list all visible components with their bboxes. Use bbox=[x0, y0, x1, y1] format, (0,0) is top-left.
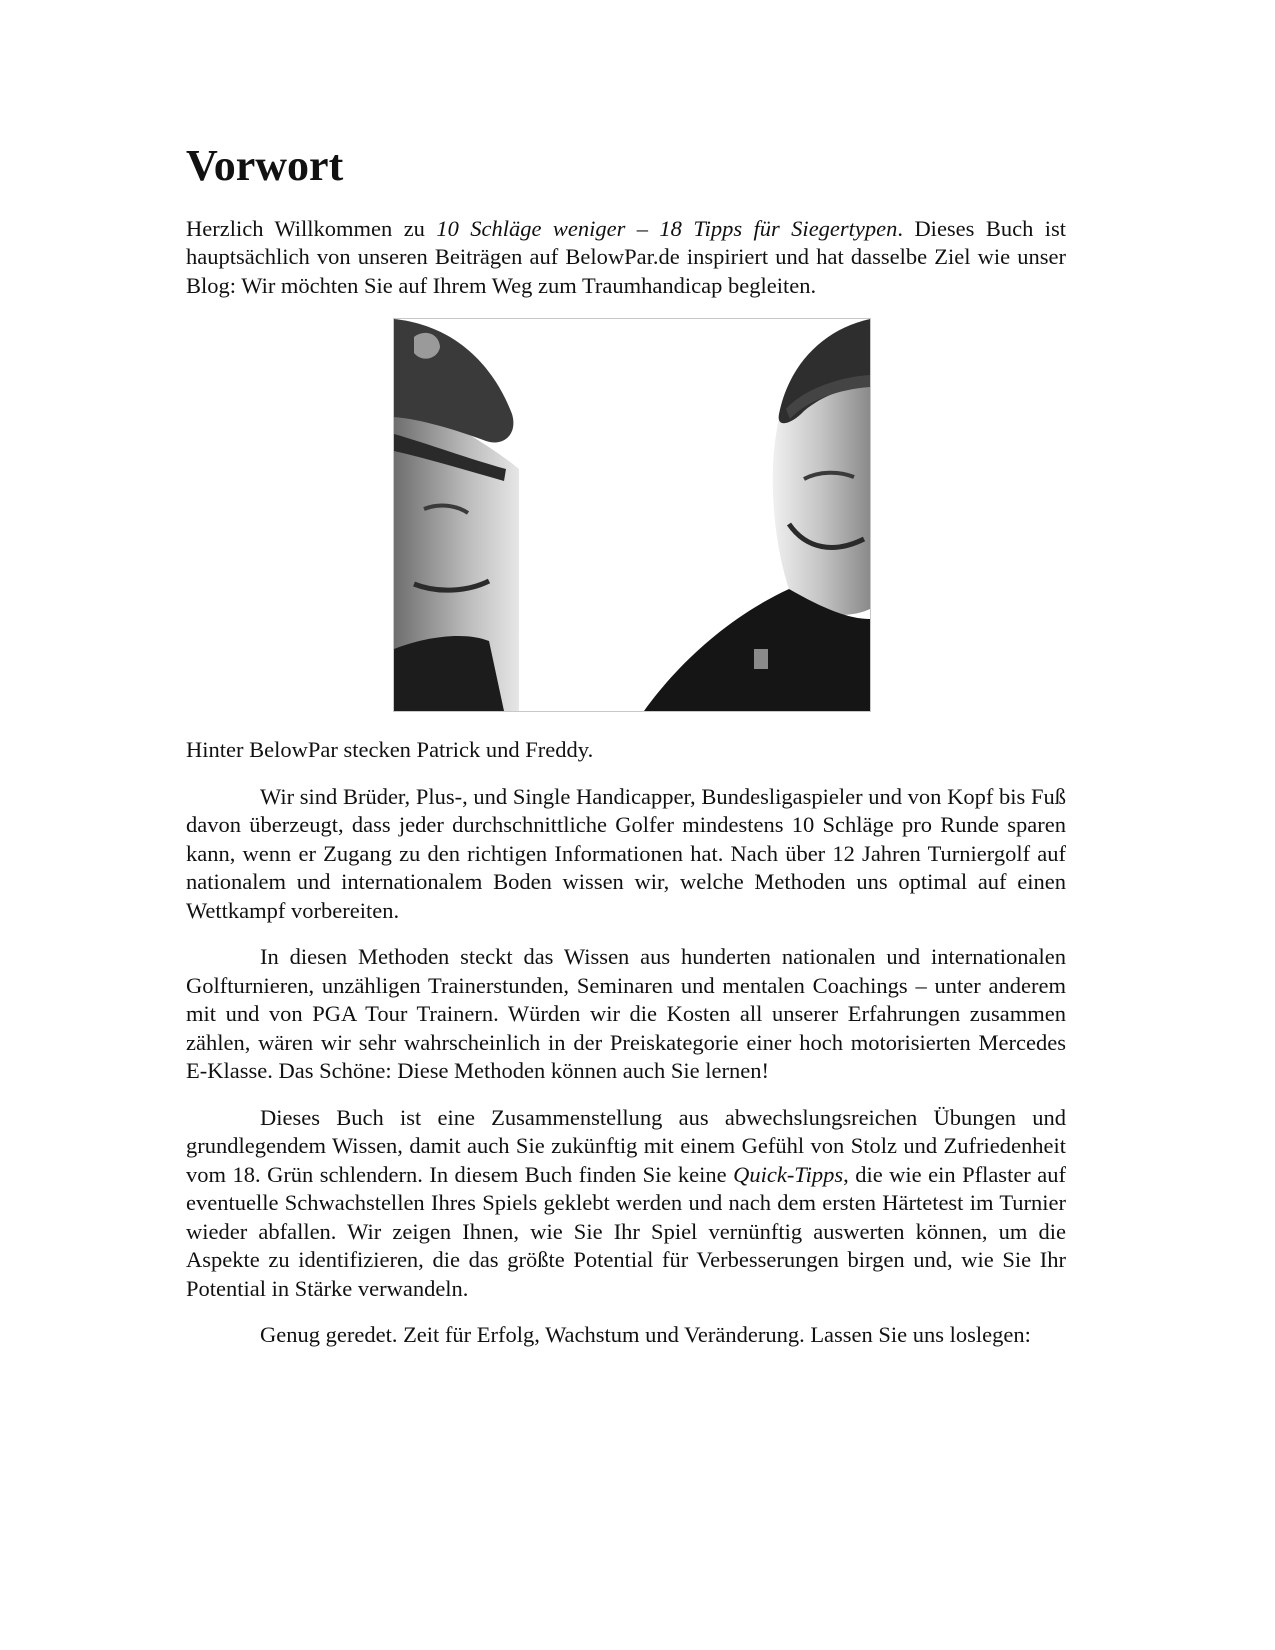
body-paragraph-2: In diesen Methoden steckt das Wissen aus hunderten nationalen und internationalen Golfturnieren, unzähligen Trainerstunden, Seminaren und mentalen Coachings – unter anderem mit und von PGA Tour Trainern. Würden wir die Kosten all unserer Erfahrungen zusammen zählen, wären wir sehr wahrscheinlich in der Preiskategorie einer hoch motorisierten Mercedes E-Klasse. Das Schöne: Diese Methoden können auch Sie lernen! bbox=[186, 944, 1066, 1084]
page bbox=[186, 140, 1066, 1368]
photo-caption: Hinter BelowPar stecken Patrick und Freddy. bbox=[186, 737, 594, 763]
paragraph-3-suffix: , die wie ein Pflaster auf eventuelle Schwachstellen Ihres Spiels geklebt werden und nach dem ersten Härtetest im Turnier wieder abfallen. Wir zeigen Ihnen, wie Sie Ihr Spiel vernünftig auswerten können, um die Aspekte zu identifizieren, die das größte Potential für Verbesserungen birgen und, wie Sie Ihr Potential in Stärke verwandeln. bbox=[186, 1161, 1066, 1301]
photo-patrick-and-freddy bbox=[393, 318, 871, 712]
body-paragraph-1: Wir sind Brüder, Plus-, und Single Handicapper, Bundesligaspieler und von Kopf bis Fuß davon überzeugt, dass jeder durchschnittliche Golfer mindestens 10 Schläge pro Runde sparen kann, wenn er Zugang zu den richtigen Informationen hat. Nach über 12 Jahren Turniergolf auf nationalem und internationalem Boden wissen wir, welche Methoden uns optimal auf einen Wettkampf vorbereiten. bbox=[186, 783, 1066, 923]
page-title: Vorwort bbox=[186, 141, 344, 190]
paragraph-3-prefix: Dieses Buch ist eine Zusammenstellung aus abwechslungsreichen Übungen und grundlegendem Wissen, damit auch Sie zukünftig mit einem Gefühl von Stolz und Zufriedenheit vom 18. Grün schlendern. In diesem Buch finden Sie keine bbox=[186, 1104, 1066, 1187]
intro-prefix: Herzlich Willkommen zu bbox=[186, 215, 437, 241]
body-paragraph-3 bbox=[186, 1104, 1066, 1304]
quick-tipps-emphasis: Quick-Tipps bbox=[733, 1161, 844, 1187]
book-title: 10 Schläge weniger – 18 Tipps für Siegertypen bbox=[436, 215, 898, 241]
body-paragraph-4: Genug geredet. Zeit für Erfolg, Wachstum und Veränderung. Lassen Sie uns loslegen: bbox=[260, 1322, 1031, 1348]
intro-paragraph bbox=[186, 215, 1066, 301]
photo-illustration bbox=[394, 319, 870, 711]
intro-suffix: . Dieses Buch ist hauptsächlich von unseren Beiträgen auf BelowPar.de inspiriert und hat dasselbe Ziel wie unser Blog: Wir möchten Sie auf Ihrem Weg zum Traumhandicap begleiten. bbox=[186, 215, 1066, 298]
